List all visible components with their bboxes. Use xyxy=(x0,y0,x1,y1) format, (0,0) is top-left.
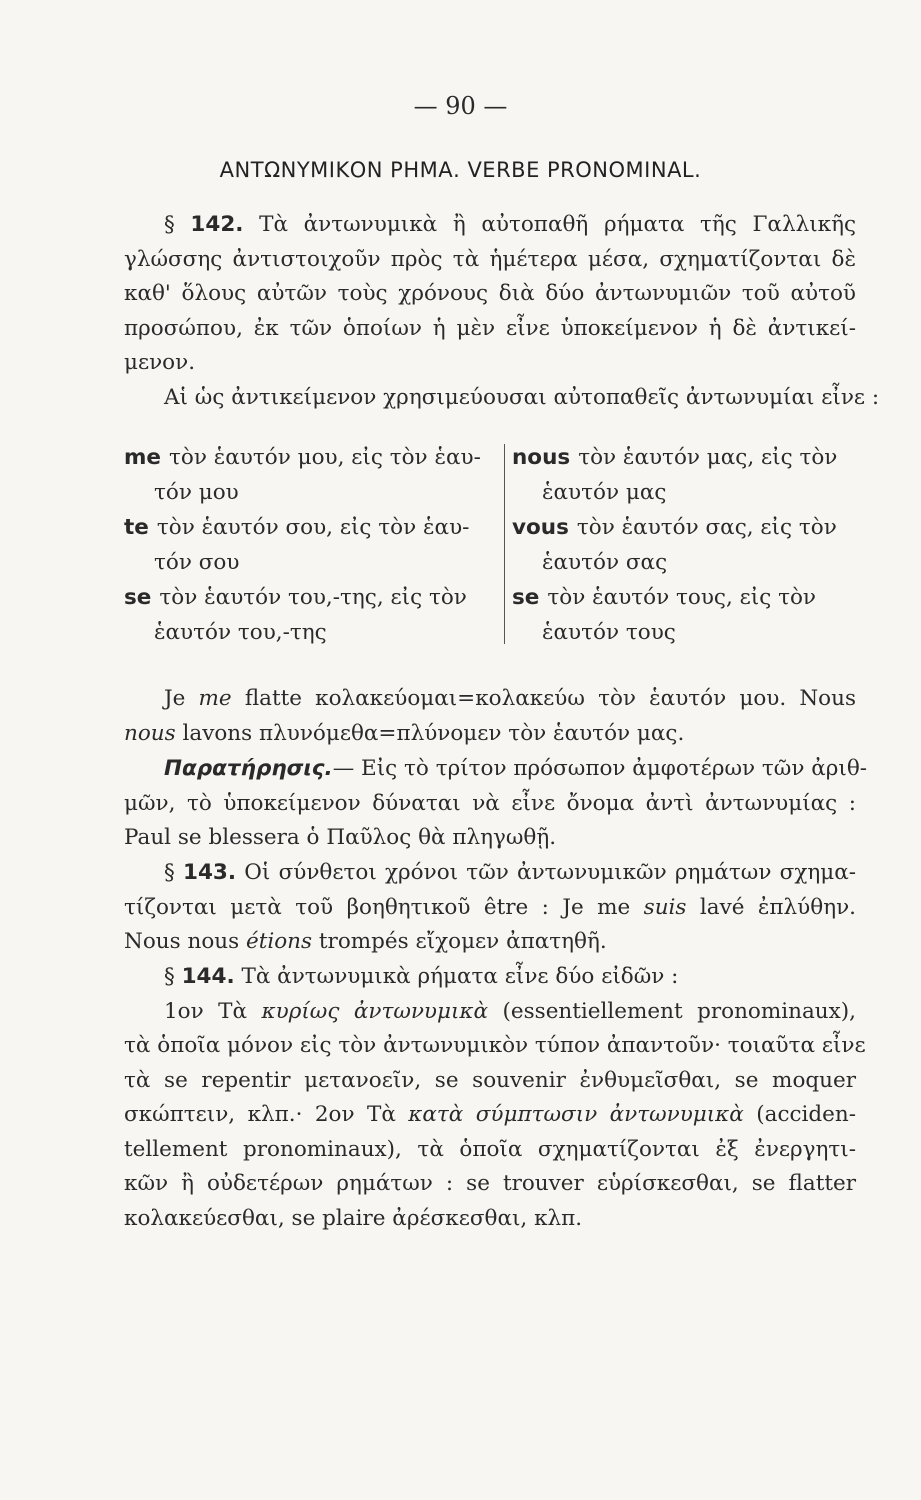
text-line: nous lavons πλυνόμεθα=πλύνομεν τὸν ἑαυτόν μας. xyxy=(124,720,685,746)
text-line: tellement pronominaux), τὰ ὁποῖα σχηματίζονται ἐξ ἐνεργητι- xyxy=(124,1136,856,1162)
text-line: 1ον Τὰ κυρίως ἀντωνυμικὰ (essentiellement pronominaux), xyxy=(164,998,856,1024)
page-number: — 90 — xyxy=(413,92,508,120)
examples-paragraph xyxy=(124,682,856,751)
table-row: τόν σου xyxy=(154,550,240,575)
table-row: ἑαυτόν τους xyxy=(542,620,676,645)
column-divider xyxy=(504,444,505,644)
text-line: τὰ se repentir μετανοεῖν, se souvenir ἐνθυμεῖσθαι, se moquer xyxy=(124,1067,856,1093)
text-line: μενον. xyxy=(124,350,196,375)
text-line: τίζονται μετὰ τοῦ βοηθητικοῦ être : Je me suis lavé ἐπλύθην. xyxy=(124,894,856,920)
table-row: nous τὸν ἑαυτόν μας, εἰς τὸν xyxy=(512,445,838,470)
table-row: ἑαυτόν σας xyxy=(542,550,668,575)
text-line: Je me flatte κολακεύομαι=κολακεύω τὸν ἑαυτόν μου. Nous xyxy=(164,686,856,711)
table-row: ἑαυτόν του,-της xyxy=(154,620,327,645)
text-line: κῶν ἢ οὐδετέρων ρημάτων : se trouver εὑρίσκεσθαι, se flatter xyxy=(124,1171,856,1196)
section-heading: ΑΝΤΩΝΥΜΙΚΟΝ ΡΗΜΑ. VERBE PRONOMINAL. xyxy=(219,158,702,182)
table-row: se τὸν ἑαυτόν τους, εἰς τὸν xyxy=(512,585,816,610)
table-row: ἑαυτόν μας xyxy=(542,480,667,505)
table-row: me τὸν ἑαυτόν μου, εἰς τὸν ἑαυ- xyxy=(124,445,481,470)
table-row: se τὸν ἑαυτόν του,-της, εἰς τὸν xyxy=(124,585,467,610)
pronoun-column-singular xyxy=(124,440,484,650)
text-line: μῶν, τὸ ὑποκείμενον δύναται νὰ εἶνε ὄνομα ἀντὶ ἀντωνυμίας : xyxy=(124,790,856,816)
text-line: σκώπτειν, κλπ.· 2ον Τὰ κατὰ σύμπτωσιν ἀντωνυμικὰ (acciden- xyxy=(124,1102,856,1127)
paragraph-144 xyxy=(124,960,866,1236)
text-line: Παρατήρησις.— Εἰς τὸ τρίτον πρόσωπον ἀμφοτέρων τῶν ἀριθ- xyxy=(164,756,868,781)
text-line: τὰ ὁποῖα μόνον εἰς τὸν ἀντωνυμικὸν τύπον ἀπαντοῦν· τοιαῦτα εἶνε xyxy=(124,1033,866,1058)
text-line: προσώπου, ἐκ τῶν ὁποίων ἡ μὲν εἶνε ὑποκείμενον ἡ δὲ ἀντικεί- xyxy=(124,315,856,341)
paragraph-142 xyxy=(124,208,880,415)
text-line: § 143. Οἱ σύνθετοι χρόνοι τῶν ἀντωνυμικῶν ρημάτων σχημα- xyxy=(164,860,856,885)
text-line: κολακεύεσθαι, se plaire ἀρέσκεσθαι, κλπ. xyxy=(124,1205,583,1231)
table-row: vous τὸν ἑαυτόν σας, εἰς τὸν xyxy=(512,515,837,540)
text-line: § 142. Τὰ ἀντωνυμικὰ ἢ αὐτοπαθῆ ρήματα τῆς Γαλλικῆς xyxy=(164,212,856,237)
text-line: Paul se blessera ὁ Παῦλος θὰ πληγωθῇ. xyxy=(124,825,557,850)
text-line: καθ' ὅλους αὐτῶν τοὺς χρόνους διὰ δύο ἀντωνυμιῶν τοῦ αὐτοῦ xyxy=(124,281,856,306)
table-row: te τὸν ἑαυτόν σου, εἰς τὸν ἑαυ- xyxy=(124,515,470,540)
text-line: § 144. Τὰ ἀντωνυμικὰ ρήματα εἶνε δύο εἰδῶν : xyxy=(164,964,679,989)
remark-paragraph xyxy=(124,752,868,856)
text-line: γλώσσης ἀντιστοιχοῦν πρὸς τὰ ἡμέτερα μέσα, σχηματίζονται δὲ xyxy=(124,246,856,272)
pronoun-table xyxy=(124,440,856,650)
pronoun-column-plural xyxy=(512,440,872,650)
text-line: Αἱ ὡς ἀντικείμενον χρησιμεύουσαι αὐτοπαθεῖς ἀντωνυμίαι εἶνε : xyxy=(164,384,880,410)
paragraph-143 xyxy=(124,856,856,960)
table-row: τόν μου xyxy=(154,480,239,505)
text-line: Nous nous étions trompés εἴχομεν ἀπατηθῆ. xyxy=(124,929,607,954)
